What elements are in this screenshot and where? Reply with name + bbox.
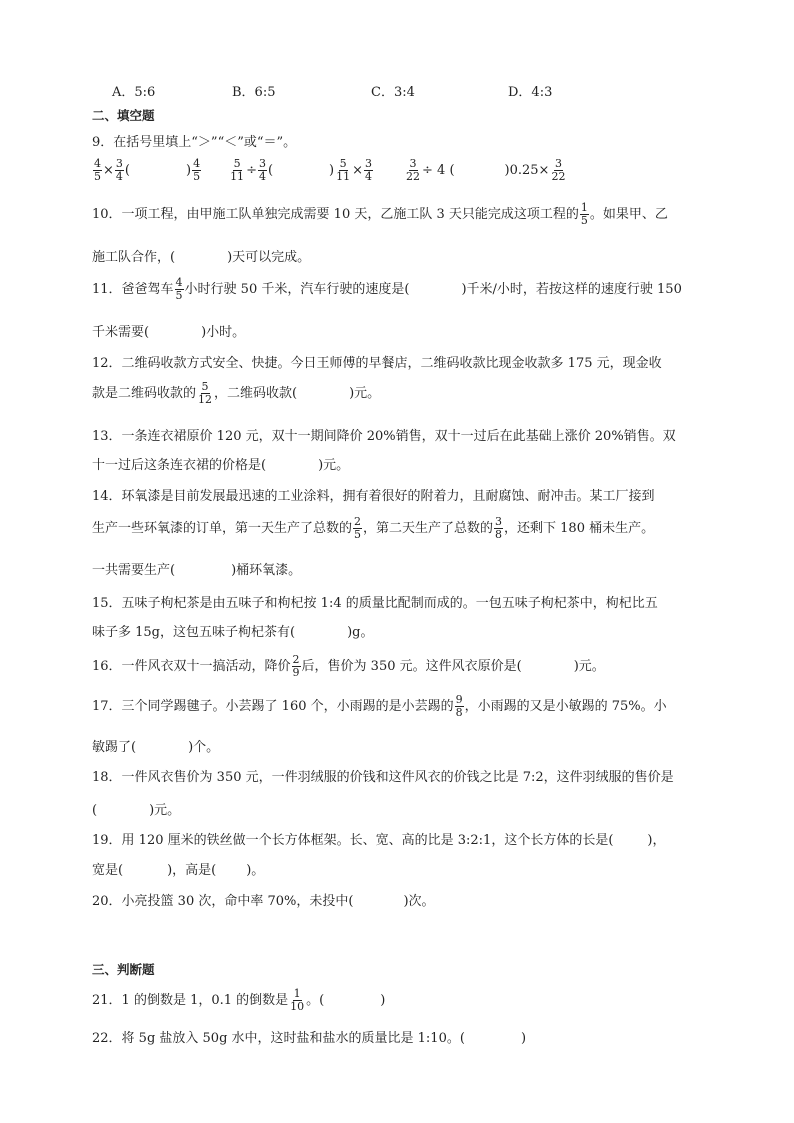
question-14-line3: 一共需要生产( )桶环氧漆。: [92, 563, 302, 578]
question-15: 15．五味子枸杞茶是由五味子和枸杞按 1:4 的质量比配制而成的。一包五味子枸杞茶中，枸杞比五: [92, 596, 658, 611]
fraction: $\frac{3}{4}$: [258, 157, 266, 183]
question-14-line2: 生产一些环氧漆的订单，第一天生产了总数的 $\frac{2}{5}$ ，第二天生产了总数的 $\frac{3}{8}$ ，还剩下 180 桶未生产。: [92, 515, 655, 541]
question-10-line2: 施工队合作，( )天可以完成。: [92, 250, 311, 265]
question-18-line2: ( )元。: [92, 803, 181, 818]
fraction: $\frac{3}{8}$: [495, 515, 503, 541]
fraction: $\frac{5}{11}$: [336, 157, 351, 183]
question-11: 11．爸爸驾车 $\frac{4}{5}$ 小时行驶 50 千米，汽车行驶的速度是( )千米/小时，若按这样的速度行驶 150: [92, 276, 682, 302]
question-14: 14．环氧漆是目前发展最迅速的工业涂料，拥有着很好的附着力，且耐腐蚀、耐冲击。某工厂接到: [92, 489, 655, 504]
question-12-line2: 款是二维码收款的 $\frac{5}{12}$ ，二维码收款( )元。: [92, 380, 381, 406]
question-20: 20．小亮投篮 30 次，命中率 70%，未投中( )次。: [92, 894, 435, 909]
question-19-line2: 宽是( )，高是( )。: [92, 863, 265, 878]
option-c: C．3:4: [371, 85, 415, 100]
fraction: $\frac{4}{5}$: [193, 157, 201, 183]
fraction: $\frac{4}{5}$: [175, 276, 183, 302]
option-b: B．6:5: [232, 85, 276, 100]
section-title-judge: 三、判断题: [92, 962, 155, 977]
question-13-line2: 十一过后这条连衣裙的价格是( )元。: [92, 458, 350, 473]
question-15-line2: 味子多 15g，这包五味子枸杞茶有( )g。: [92, 625, 374, 640]
question-12: 12．二维码收款方式安全、快捷。今日王师傅的早餐店，二维码收款比现金收款多 175 元，现金收: [92, 356, 662, 371]
question-16: 16．一件风衣双十一搞活动，降价 $\frac{2}{9}$ 后，售价为 350 元。这件风衣原价是( )元。: [92, 653, 605, 679]
question-10: 10．一项工程，由甲施工队单独完成需要 10 天，乙施工队 3 天只能完成这项工程的 $\frac{1}{5}$ 。如果甲、乙: [92, 201, 668, 227]
fraction: $\frac{1}{5}$: [580, 201, 588, 227]
fraction: $\frac{3}{22}$: [406, 157, 421, 183]
fraction: $\frac{3}{4}$: [365, 157, 373, 183]
option-a: A．5:6: [112, 85, 156, 100]
fraction: $\frac{5}{12}$: [198, 380, 213, 406]
question-13: 13．一条连衣裙原价 120 元，双十一期间降价 20%销售，双十一过后在此基础上涨价 20%销售。双: [92, 429, 676, 444]
fraction: $\frac{4}{5}$: [94, 157, 101, 183]
question-9: 9．在括号里填上“＞”“＜”或“＝”。: [92, 135, 297, 150]
question-19: 19．用 120 厘米的铁丝做一个长方体框架。长、宽、高的比是 3:2:1，这个长方体的长是( )，: [92, 833, 666, 848]
question-17-line2: 敏踢了( )个。: [92, 740, 220, 755]
question-17: 17．三个同学踢毽子。小芸踢了 160 个，小雨踢的是小芸踢的 $\frac{9}{8}$ ，小雨踢的又是小敏踢的 75%。小: [92, 693, 667, 719]
fraction: $\frac{2}{9}$: [292, 653, 300, 679]
question-22: 22．将 5g 盐放入 50g 水中，这时盐和盐水的质量比是 1:10。( ): [92, 1031, 527, 1046]
section-title-fill-blank: 二、填空题: [92, 108, 155, 123]
fraction: $\frac{9}{8}$: [455, 693, 463, 719]
question-11-line2: 千米需要( )小时。: [92, 325, 246, 340]
question-21: 21．1 的倒数是 1，0.1 的倒数是 $\frac{1}{10}$ 。( ): [92, 987, 386, 1013]
question-18: 18．一件风衣售价为 350 元，一件羽绒服的价钱和这件风衣的价钱之比是 7:2，这件羽绒服的售价是: [92, 770, 674, 785]
fraction: $\frac{1}{10}$: [290, 987, 305, 1013]
fraction: $\frac{3}{4}$: [115, 157, 123, 183]
fraction: $\frac{5}{11}$: [230, 157, 245, 183]
fraction: $\frac{2}{5}$: [354, 515, 362, 541]
fraction: $\frac{3}{22}$: [551, 157, 566, 183]
option-d: D．4:3: [508, 85, 553, 100]
q9-expressions: $\frac{4}{5}$ × $\frac{3}{4}$ ( ) $\frac{4}{5}$ $\frac{5}{11}$ ÷ $\frac{3}{4}$ ( ) $\frac{5}{11}$ × $\frac{3}{4}$ $\frac{3}{22}$ ÷ 4 ( )0.25× $\frac{3}{22}$: [94, 157, 566, 183]
